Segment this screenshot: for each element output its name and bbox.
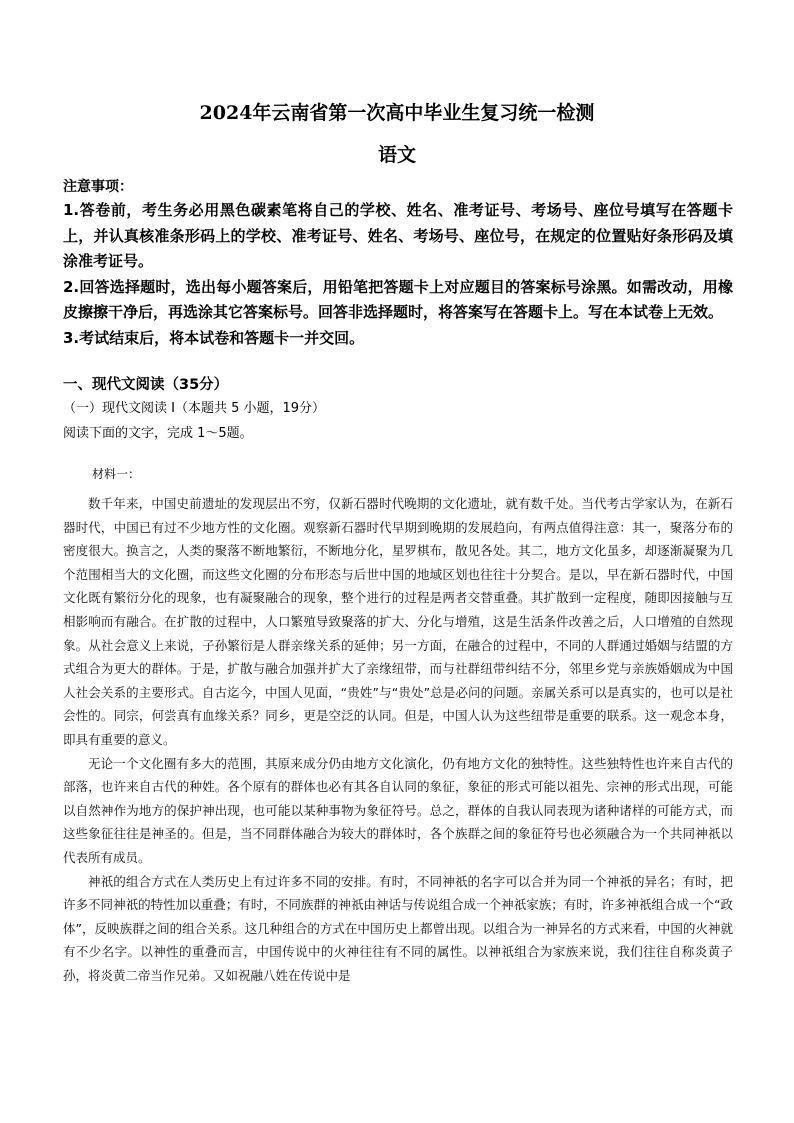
notice-heading: 注意事项： [63, 179, 133, 195]
section-subtitle: （一）现代文阅读 I（本题共 5 小题，19分） [63, 401, 326, 416]
notice-item: 1.答卷前，考生务必用黑色碳素笔将自己的学校、姓名、准考证号、考场号、座位号填写在答题卡上，并认真核准条形码上的学校、准考证号、姓名、考场号、座位号，在规定的位置贴好条形码及填涂准考证号。 [63, 201, 733, 270]
section-instruction: 阅读下面的文字，完成 1～5题。 [63, 426, 253, 441]
notice-item: 2.回答选择题时，选出每小题答案后，用铅笔把答题卡上对应题目的答案标号涂黑。如需改动，用橡皮擦擦干净后，再选涂其它答案标号。回答非选择题时，将答案写在答题卡上。写在本试卷上无效。 [63, 277, 733, 321]
passage-paragraph: 神祇的组合方式在人类历史上有过许多不同的安排。有时，不同神祇的名字可以合并为同一个神祇的异名；有时，把许多不同神祇的特性加以重叠；有时，不同族群的神祇由神话与传说组合成一个神祇家族；有时，许多神祇组合成一个“政体”，反映族群之间的组合关系。这几种组合的方式在中国历史上都曾出现。以组合为一神异名的方式来看，中国的火神就有不少名字。以神性的重叠而言，中国传说中的火神往往有不同的属性。以神祇组合为家族来说，我们往往自称炎黄子孙，将炎黄二帝当作兄弟。又如祝融八姓在传说中是 [63, 873, 733, 983]
notice-list [63, 198, 733, 351]
exam-title: 2024年云南省第一次高中毕业生复习统一检测 [199, 102, 595, 124]
material-label: 材料一： [92, 467, 141, 481]
notice-item: 3.考试结束后，将本试卷和答题卡一并交回。 [63, 328, 365, 347]
passage-paragraph: 数千年来，中国史前遗址的发现层出不穷，仅新石器时代晚期的文化遗址，就有数千处。当代考古学家认为，在新石器时代，中国已有过不少地方性的文化圈。观察新石器时代早期到晚期的发展趋向，有两点值得注意：其一，聚落分布的密度很大。换言之，人类的聚落不断地繁衍，不断地分化，星罗棋布，散见各处。其二，地方文化虽多，却逐渐凝聚为几个范围相当大的文化圈，而这些文化圈的分布形态与后世中国的地域区划也往往十分契合。是以，早在新石器时代，中国文化既有繁衍分化的现象，也有凝聚融合的现象，整个进行的过程是两者交替重叠。其扩散到一定程度，随即因接触与互相影响而有融合。在扩散的过程中，人口繁殖导致聚落的扩大、分化与增殖，这是生活条件改善之后，人口增殖的自然现象。从社会意义上来说，子孙繁衍是人群亲缘关系的延伸；另一方面，在融合的过程中，不同的人群通过婚姻与结盟的方式组合为更大的群体。于是，扩散与融合加强并扩大了亲缘纽带，而与社群纽带纠结不分，邻里乡党与亲族婚姻成为中国人社会关系的主要形式。自古迄今，中国人见面，“贵姓”与“贵处”总是必问的问题。亲属关系可以是真实的，也可以是社会性的。同宗，何尝真有血缘关系？同乡，更是空泛的认同。但是，中国人认为这些纽带是重要的联系。这一观念本身，即具有重要的意义。 [63, 496, 733, 747]
subject-title: 语文 [377, 144, 416, 166]
passage-paragraph: 无论一个文化圈有多大的范围，其原来成分仍由地方文化演化，仍有地方文化的独特性。这些独特性也许来自古代的部落，也许来自古代的种姓。各个原有的群体也必有其各自认同的象征，象征的形式可能以祖先、宗神的形式出现，可能以自然神作为地方的保护神出现，也可能以某种事物为象征符号。总之，群体的自我认同表现为诸种诸样的可能方式，而这些象征往往是神圣的。但是，当不同群体融合为较大的群体时，各个族群之间的象征符号也必须融合为一个共同神祇以代表所有成员。 [63, 755, 733, 865]
reading-passage [63, 492, 733, 987]
section-title: 一、现代文阅读（35分） [63, 377, 229, 393]
